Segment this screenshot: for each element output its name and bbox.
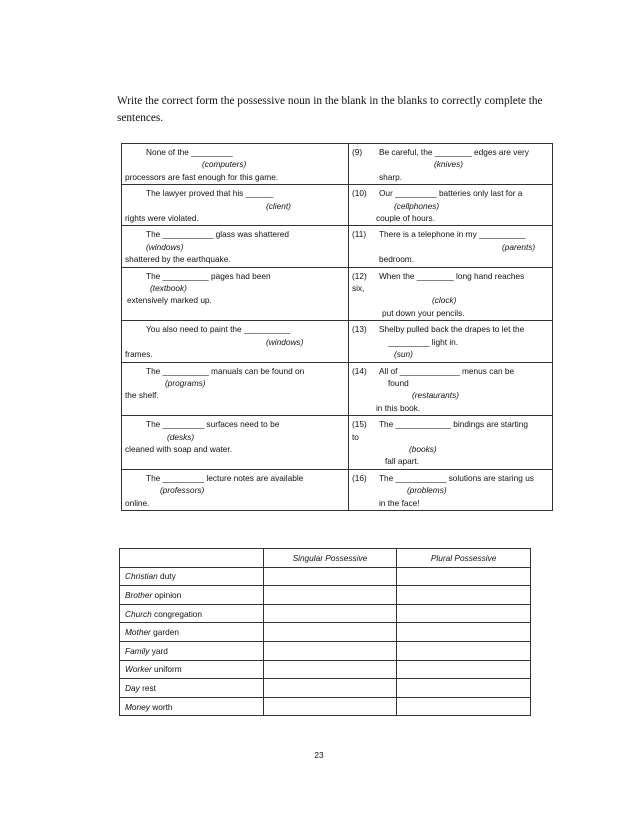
noun-hint: (computers)	[202, 159, 247, 170]
item-number: (12)	[351, 270, 367, 281]
noun-phrase	[120, 604, 264, 623]
exercise-cell-left	[122, 416, 349, 470]
noun-object: garden	[150, 627, 179, 638]
page-number: 23	[314, 750, 324, 760]
plural-answer-cell[interactable]	[397, 641, 531, 660]
sentence-line: The _________ lecture notes are available	[146, 472, 304, 483]
noun-word: Family	[125, 645, 150, 656]
header-plural: Plural Possessive	[397, 549, 531, 568]
noun-object: duty	[157, 571, 176, 582]
exercise-row	[122, 144, 553, 185]
sentence-line: couple of hours.	[375, 213, 436, 224]
noun-hint: (clock)	[431, 295, 457, 306]
item-number-tail: to	[351, 431, 359, 442]
sentence-line: found	[387, 377, 409, 388]
noun-hint: (books)	[408, 443, 437, 454]
noun-object: worth	[149, 701, 173, 712]
noun-word: Money	[125, 701, 150, 712]
plural-answer-cell[interactable]	[397, 604, 531, 623]
sentence-line: put down your pencils.	[381, 307, 465, 318]
possessive-row	[120, 641, 531, 660]
header-singular: Singular Possessive	[263, 549, 397, 568]
noun-phrase	[120, 567, 264, 586]
possessive-row	[120, 623, 531, 642]
possessive-header-row	[120, 549, 531, 568]
exercise-cell-right	[348, 362, 552, 416]
plural-answer-cell[interactable]	[397, 697, 531, 716]
noun-object: opinion	[152, 589, 182, 600]
sentence-line: The __________ pages had been	[146, 270, 271, 281]
sentence-line: the shelf.	[125, 390, 159, 401]
noun-phrase	[120, 679, 264, 698]
exercise-table	[121, 143, 553, 511]
noun-word: Worker	[125, 664, 152, 675]
possessive-row	[120, 604, 531, 623]
sentence-line: The _________ surfaces need to be	[146, 419, 280, 430]
possessive-row	[120, 586, 531, 605]
sentence-line: The __________ manuals can be found on	[146, 365, 305, 376]
item-number: (10)	[351, 188, 367, 199]
noun-hint: (textbook)	[150, 283, 187, 294]
sentence-line: sharp.	[378, 171, 403, 182]
noun-phrase	[120, 660, 264, 679]
plural-answer-cell[interactable]	[397, 660, 531, 679]
sentence-line: online.	[125, 497, 150, 508]
sentence-line: The lawyer proved that his ______	[146, 188, 274, 199]
sentence-line: The ___________ solutions are staring us	[378, 472, 534, 483]
noun-hint: (windows)	[146, 241, 184, 252]
sentence-line: There is a telephone in my __________	[378, 229, 526, 240]
sentence-line: All of _____________ menus can be	[378, 365, 515, 376]
sentence-line: _________ light in.	[387, 336, 459, 347]
possessive-row	[120, 660, 531, 679]
singular-answer-cell[interactable]	[263, 641, 397, 660]
noun-hint: (problems)	[406, 485, 447, 496]
exercise-cell-right	[348, 226, 552, 267]
exercise-cell-left	[122, 185, 349, 226]
sentence-line: processors are fast enough for this game.	[125, 171, 279, 182]
noun-hint: (windows)	[266, 336, 304, 347]
sentence-line: The ____________ bindings are starting	[378, 419, 528, 430]
noun-hint: (sun)	[393, 349, 413, 360]
exercise-cell-left	[122, 321, 349, 362]
sentence-line: in the face!	[378, 497, 420, 508]
exercise-row	[122, 267, 553, 321]
noun-word: Christian	[125, 571, 158, 582]
item-number: (15)	[351, 419, 367, 430]
plural-answer-cell[interactable]	[397, 679, 531, 698]
exercise-cell-left	[122, 362, 349, 416]
exercise-row	[122, 321, 553, 362]
singular-answer-cell[interactable]	[263, 586, 397, 605]
sentence-line: None of the _________	[146, 147, 233, 157]
exercise-row	[122, 362, 553, 416]
item-number: (14)	[351, 365, 367, 376]
item-number-tail: six,	[351, 283, 365, 294]
noun-phrase	[120, 697, 264, 716]
exercise-cell-right	[348, 321, 552, 362]
sentence-line: frames.	[125, 349, 153, 360]
sentence-line: in this book.	[375, 402, 421, 413]
noun-hint: (desks)	[167, 431, 195, 442]
noun-phrase	[120, 623, 264, 642]
exercise-cell-right	[348, 469, 552, 510]
plural-answer-cell[interactable]	[397, 586, 531, 605]
sentence-line: Shelby pulled back the drapes to let the	[378, 324, 525, 335]
sentence-line: shattered by the earthquake.	[125, 254, 231, 265]
exercise-cell-right	[348, 267, 552, 321]
header-empty	[120, 549, 264, 568]
noun-phrase	[120, 641, 264, 660]
singular-answer-cell[interactable]	[263, 604, 397, 623]
plural-answer-cell[interactable]	[397, 567, 531, 586]
possessive-row	[120, 697, 531, 716]
possessive-table	[119, 548, 531, 716]
noun-hint: (client)	[266, 200, 291, 211]
instructions-text: Write the correct form the possessive noun in the blank in the blanks to correctly complete the sentences.	[117, 95, 543, 125]
sentence-line: cleaned with soap and water.	[125, 443, 233, 454]
sentence-line: extensively marked up.	[127, 295, 212, 306]
noun-object: congregation	[151, 608, 203, 619]
sentence-line: Be careful, the ________ edges are very	[378, 147, 529, 157]
exercise-row	[122, 185, 553, 226]
noun-hint: (parents)	[501, 241, 536, 252]
plural-answer-cell[interactable]	[397, 623, 531, 642]
sentence-line: bedroom.	[378, 254, 415, 265]
noun-object: yard	[149, 645, 168, 656]
singular-answer-cell[interactable]	[263, 660, 397, 679]
exercise-row	[122, 416, 553, 470]
exercise-cell-right	[348, 144, 552, 185]
sentence-line: rights were violated.	[125, 213, 199, 224]
sentence-line: When the ________ long hand reaches	[378, 270, 525, 281]
singular-answer-cell[interactable]	[263, 623, 397, 642]
exercise-row	[122, 469, 553, 510]
noun-word: Day	[125, 682, 140, 693]
exercise-cell-left	[122, 267, 349, 321]
sentence-line: The ___________ glass was shattered	[146, 229, 289, 240]
item-number: (16)	[351, 472, 367, 483]
singular-answer-cell[interactable]	[263, 679, 397, 698]
noun-hint: (restaurants)	[411, 390, 459, 401]
possessive-row	[120, 679, 531, 698]
sentence-line: Our _________ batteries only last for a	[378, 188, 523, 199]
sentence-line: fall apart.	[384, 456, 420, 467]
item-number: (11)	[351, 229, 367, 240]
noun-hint: (programs)	[165, 377, 206, 388]
exercise-cell-right	[348, 416, 552, 470]
singular-answer-cell[interactable]	[263, 697, 397, 716]
exercise-row	[122, 226, 553, 267]
noun-hint: (knives)	[433, 159, 464, 170]
exercise-cell-left	[122, 226, 349, 267]
singular-answer-cell[interactable]	[263, 567, 397, 586]
noun-phrase	[120, 586, 264, 605]
noun-object: uniform	[151, 664, 182, 675]
item-number: (13)	[351, 324, 367, 335]
noun-hint: (professors)	[160, 485, 205, 496]
item-number: (9)	[351, 147, 363, 157]
possessive-row	[120, 567, 531, 586]
exercise-cell-left	[122, 469, 349, 510]
noun-word: Church	[125, 608, 152, 619]
noun-hint: (cellphones)	[393, 200, 440, 211]
noun-object: rest	[139, 682, 156, 693]
sentence-line: You also need to paint the __________	[146, 324, 291, 335]
noun-word: Brother	[125, 589, 153, 600]
noun-word: Mother	[125, 627, 151, 638]
exercise-cell-left	[122, 144, 349, 185]
exercise-cell-right	[348, 185, 552, 226]
